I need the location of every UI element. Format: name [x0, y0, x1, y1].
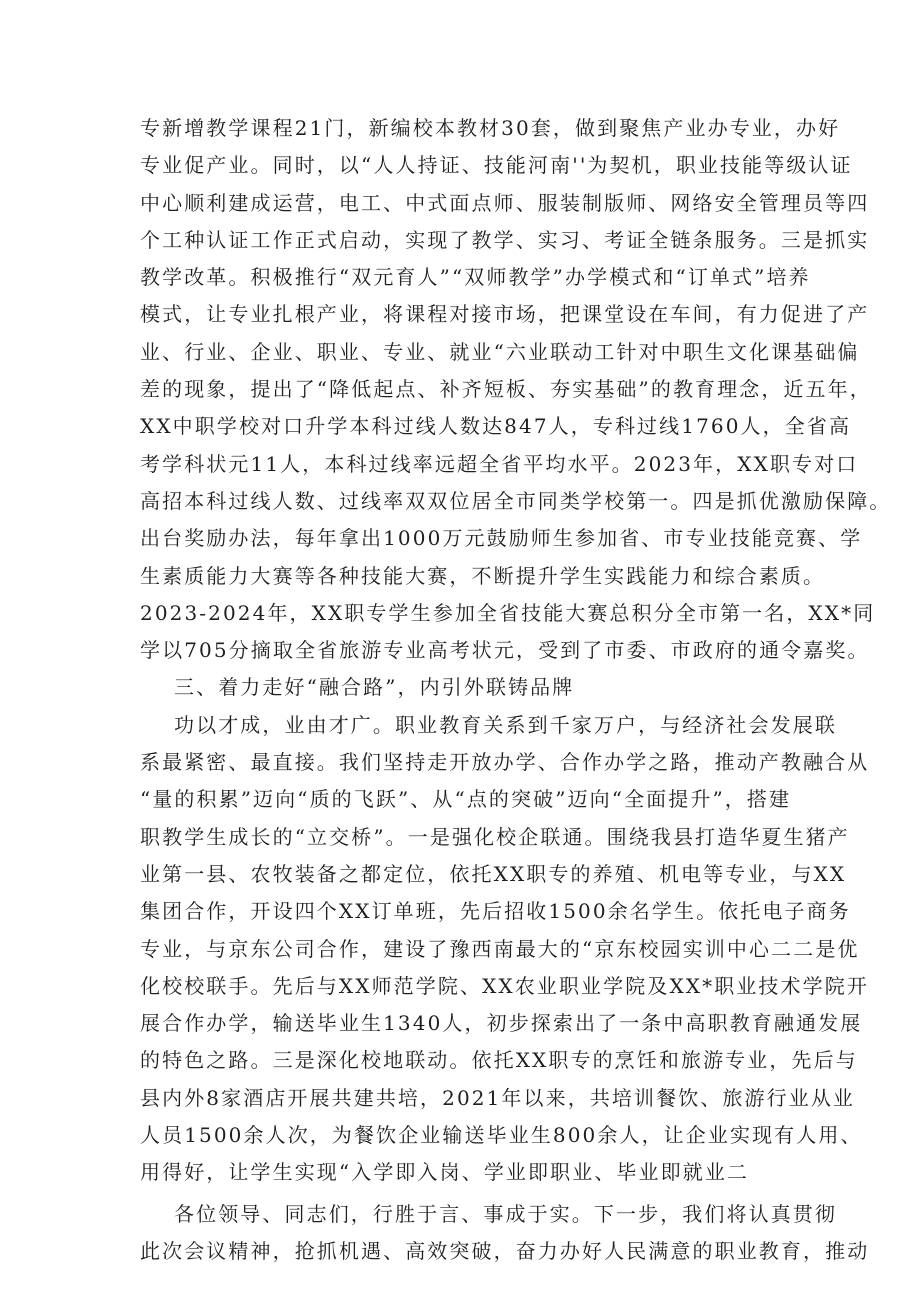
body-line: 系最紧密、最直接。我们坚持走开放办学、合作办学之路，推动产教融合从 — [140, 750, 870, 775]
body-line: 用得好，让学生实现“入学即入岗、学业即职业、毕业即就业二 — [140, 1160, 750, 1185]
body-line: 此次会议精神，抢抓机遇、高效突破，奋力办好人民满意的职业教育，推动 — [140, 1238, 870, 1263]
body-line: 集团合作，开设四个XX订单班，先后招收1500余名学生。依托电子商务 — [140, 899, 851, 924]
body-line: 化校校联手。先后与XX师范学院、XX农业职业学院及XX*职业技术学院开 — [140, 973, 869, 998]
body-line: 学以705分摘取全省旅游专业高考状元，受到了市委、市政府的通令嘉奖。 — [140, 638, 870, 663]
document-body — [140, 110, 892, 1270]
body-line: 职教学生成长的“立交桥”。一是强化校企联通。围绕我县打造华夏生猪产 — [140, 824, 850, 849]
body-line: 个工种认证工作正式启动，实现了教学、实习、考证全链条服务。三是抓实 — [140, 227, 870, 252]
body-line: 专新增教学课程21门，新编校本教材30套，做到聚焦产业办专业，办好 — [140, 116, 841, 140]
body-line: 专业，与京东公司合作，建设了豫西南最大的“京东校园实训中心二二是优 — [140, 936, 860, 961]
body-line: 业、行业、企业、职业、专业、就业“六业联动工针对中职生文化课基础偏 — [140, 339, 860, 364]
body-line: 专业促产业。同时，以“人人持证、技能河南''为契机，职业技能等级认证 — [140, 153, 853, 178]
body-line: 人员1500余人次，为餐饮企业输送毕业生800余人，让企业实现有人用、 — [140, 1123, 863, 1148]
body-line: 差的现象，提出了“降低起点、补齐短板、夯实基础”的教育理念，近五年， — [140, 377, 872, 402]
body-line: “量的积累”迈向“质的飞跃”、从“点的突破”迈向“全面提升”，搭建 — [140, 787, 792, 812]
body-line: 展合作办学，输送毕业生1340人，初步探索出了一条中高职教育融通发展 — [140, 1011, 863, 1036]
body-line: 中心顺利建成运营，电工、中式面点师、服装制版师、网络安全管理员等四 — [140, 190, 870, 215]
body-line: 生素质能力大赛等各种技能大赛，不断提升学生实践能力和综合素质。 — [140, 563, 826, 588]
body-line: 出台奖励办法，每年拿出1000万元鼓励师生参加省、市专业技能竞赛、学 — [140, 526, 863, 551]
body-line: 县内外8家酒店开展共建共培，2021年以来，共培训餐饮、旅游行业从业 — [140, 1085, 856, 1110]
body-line: 教学改革。积极推行“双元育人”“双师教学”办学模式和“订单式”培养 — [140, 265, 811, 290]
body-line: 各位领导、同志们，行胜于言、事成于实。下一步，我们将认真贯彻 — [174, 1201, 837, 1226]
body-line: 业第一县、农牧装备之都定位，依托XX职专的养殖、机电等专业，与XX — [140, 861, 847, 886]
body-line: 考学科状元11人，本科过线率远超全省平均水平。2023年，XX职专对口 — [140, 451, 859, 476]
body-line: XX中职学校对口升学本科过线人数达847人，专科过线1760人，全省高 — [140, 414, 852, 439]
body-line: 功以才成，业由才广。职业教育关系到千家万户，与经济社会发展联 — [174, 712, 837, 737]
body-line: 2023-2024年，XX职专学生参加全省技能大赛总积分全市第一名，XX*同 — [140, 600, 876, 625]
body-line: 高招本科过线人数、过线率双双位居全市同类学校第一。四是抓优激励保障。 — [140, 488, 892, 513]
section-heading: 三、着力走好“融合路”，内引外联铸品牌 — [174, 675, 575, 700]
body-line: 模式，让专业扎根产业，将课程对接市场，把课堂设在车间，有力促进了产 — [140, 302, 870, 327]
body-line: 的特色之路。三是深化校地联动。依托XX职专的烹饪和旅游专业，先后与 — [140, 1048, 858, 1073]
